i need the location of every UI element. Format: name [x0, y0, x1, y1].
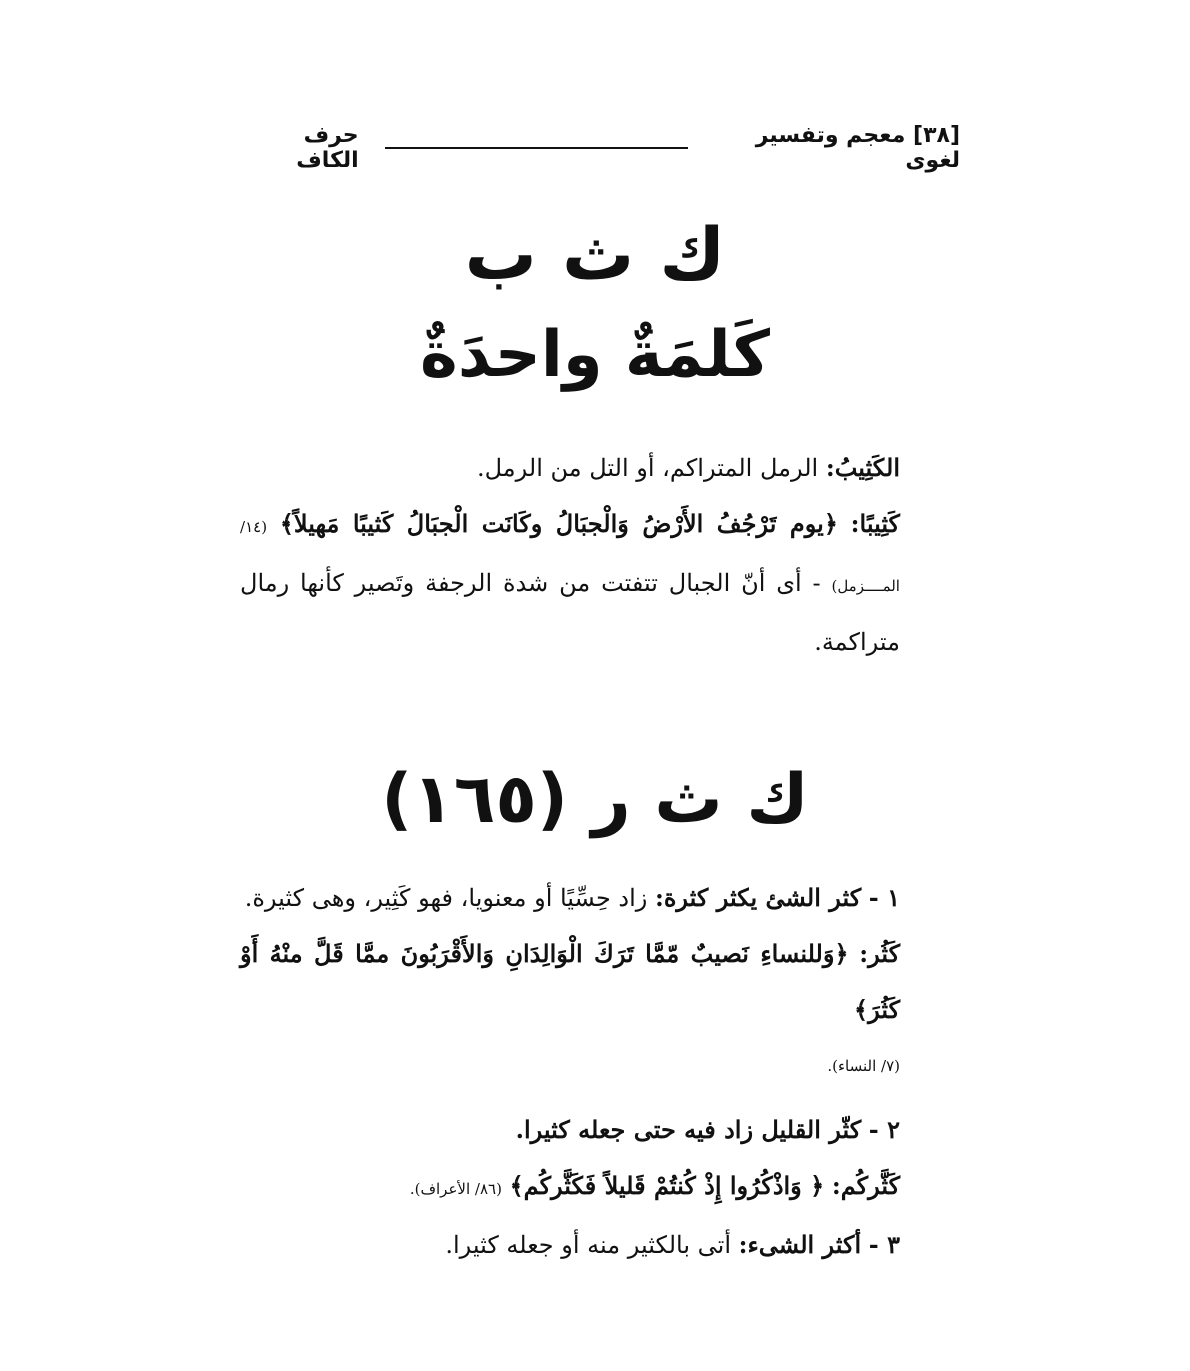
usage-word: كَثِيبًا:: [850, 509, 900, 538]
quran-quote: ﴿يوم تَرْجُفُ الأَرْضُ وَالْجبَالُ وكَانَت الْجبَالُ كَثيبًا مَهيلاً﴾: [279, 509, 838, 538]
definition-line: [240, 440, 900, 496]
definition-text: الرمل المتراكم، أو التل من الرمل.: [476, 454, 819, 482]
book-title: معجم وتفسير لغوى: [755, 123, 960, 173]
sense-number: ١ -: [868, 883, 900, 912]
root-heading-kthr: ك ث ر (١٦٥): [381, 760, 809, 839]
sense-term: كثر الشئ يكثر كثرة:: [655, 883, 862, 912]
usage-paragraph: [240, 510, 900, 656]
usage-word: كَثُر:: [859, 939, 900, 968]
verse-reference: (٧/ النساء).: [827, 1057, 900, 1075]
entry-kthr-senses-2-3: [240, 1102, 900, 1273]
sense-text: كثّر القليل زاد فيه حتى جعله كثيرا.: [515, 1115, 862, 1144]
running-header: [240, 123, 960, 173]
verse-reference: (٨٦/ الأعراف).: [409, 1180, 502, 1198]
sense-3-line: [240, 1217, 900, 1273]
sense-2-usage: [240, 1158, 900, 1217]
header-chapter-group: [240, 123, 706, 173]
verse-reference: (١٤/ المــــزمل): [240, 518, 900, 595]
entry-kthb-body: [240, 440, 900, 670]
definition-term: الكَثِيبُ:: [825, 453, 900, 482]
sense-1-usage: [240, 926, 900, 1038]
sense-1-paragraph: [245, 884, 900, 912]
sense-text: أتى بالكثير منه أو جعله كثيرا.: [445, 1231, 732, 1259]
root-note: كَلمَةٌ واحدَةٌ: [420, 318, 770, 392]
page-number: [٣٨]: [913, 123, 960, 148]
entry-kthr-sense-1: [240, 870, 900, 1094]
chapter-title: حرف الكاف: [296, 123, 359, 173]
root-heading-kthb: ك ث ب: [464, 212, 726, 296]
quran-quote: ﴿ وَاذْكُرُوا إِذْ كُنتُمْ قَليلاً فَكَثَّركُم﴾: [509, 1171, 825, 1200]
sense-2-line: [240, 1102, 900, 1158]
usage-word: كَثَّركُم:: [831, 1171, 900, 1200]
sense-term: أكثر الشىء:: [738, 1230, 862, 1259]
sense-number: ٣ -: [868, 1230, 900, 1259]
quran-quote: ﴿وَللنساءِ نَصيبٌ مّمَّا تَرَكَ الْوَالِدَانِ وَالأَقْرَبُونَ ممَّا قَلَّ منْهُ أَوْ كَثُرَ﴾: [240, 939, 900, 1024]
page-number-title: [706, 123, 960, 173]
sense-number: ٢ -: [868, 1115, 900, 1144]
header-rule: [385, 147, 688, 149]
usage-explanation: - أى أنّ الجبال تتفتت من شدة الرجفة وتَصير كأنها رمال متراكمة.: [240, 569, 900, 656]
sense-text: زاد حِسِّيًا أو معنويا، فهو كَثِير، وهى كثيرة.: [244, 884, 648, 912]
